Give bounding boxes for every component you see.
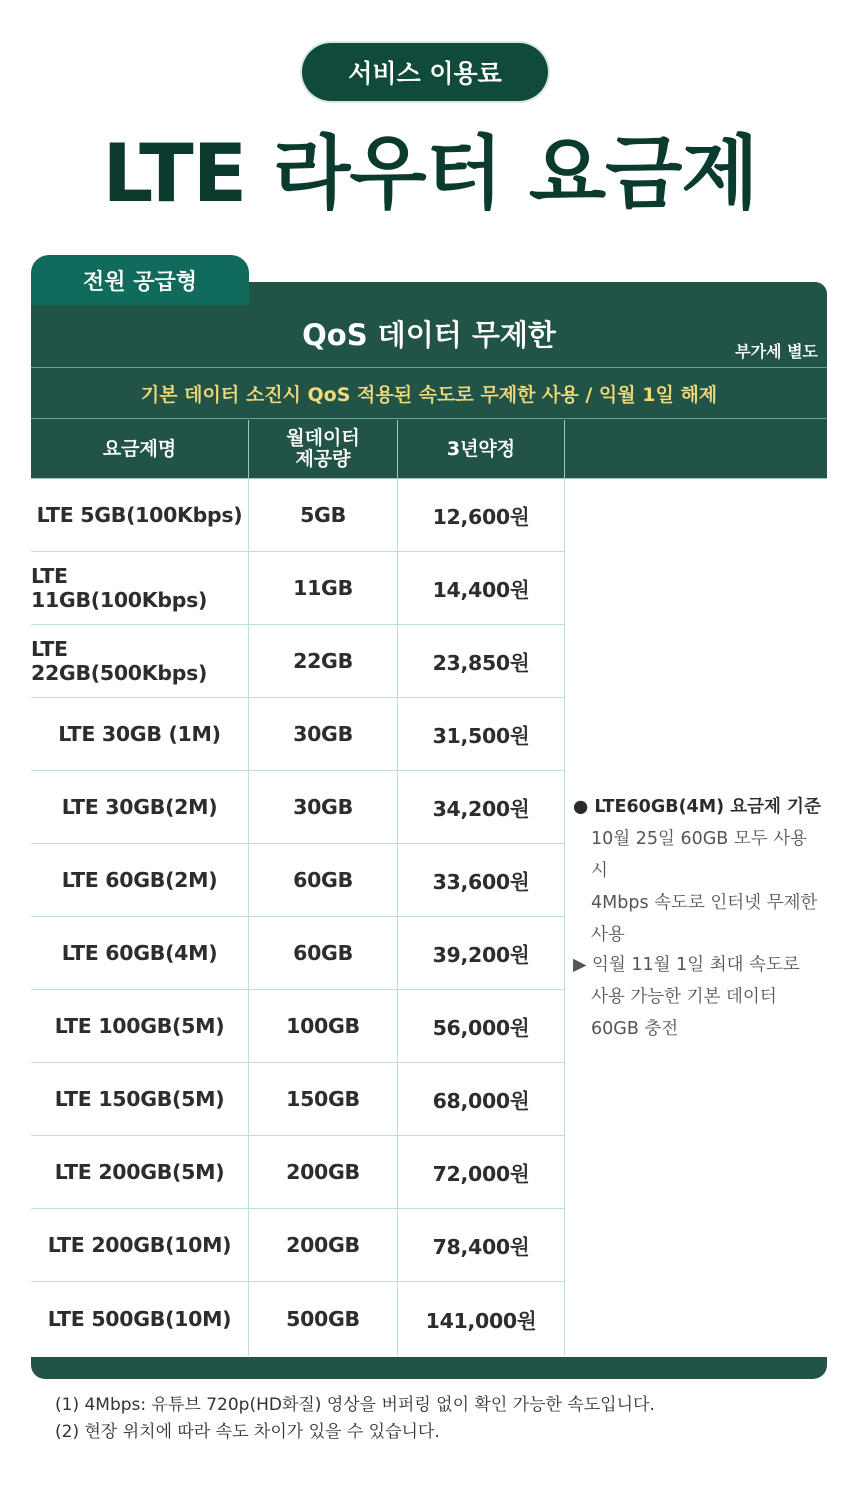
footnote-1: (1) 4Mbps: 유튜브 720p(HD화질) 영상을 버퍼링 없이 확인 가능한 속도입니다. <box>55 1395 655 1415</box>
note-line: 60GB 충전 <box>591 1019 679 1039</box>
plan-name: LTE 5GB(100Kbps) <box>31 479 249 551</box>
column-header-monthly-data: 월데이터 제공량 <box>249 420 398 478</box>
plan-price: 56,000원 <box>398 990 565 1062</box>
plan-name: LTE 22GB(500Kbps) <box>31 625 249 697</box>
qos-subheader: 기본 데이터 소진시 QoS 적용된 속도로 무제한 사용 / 익월 1일 해제 <box>31 367 827 419</box>
table-row <box>31 990 565 1063</box>
plan-data: 11GB <box>249 552 398 624</box>
plan-data: 30GB <box>249 698 398 770</box>
plan-name: LTE 200GB(5M) <box>31 1136 249 1208</box>
note-line: ▶ 익월 11월 1일 최대 속도로 <box>573 955 800 975</box>
plan-rows <box>31 479 565 1357</box>
plan-price: 31,500원 <box>398 698 565 770</box>
plan-data: 200GB <box>249 1209 398 1281</box>
plan-price: 14,400원 <box>398 552 565 624</box>
plan-price: 12,600원 <box>398 479 565 551</box>
table-row <box>31 479 565 552</box>
plan-price: 141,000원 <box>398 1282 565 1356</box>
footnotes <box>55 1392 655 1446</box>
plan-data: 5GB <box>249 479 398 551</box>
table-row <box>31 1063 565 1136</box>
column-header-plan-name: 요금제명 <box>31 420 249 478</box>
plan-data: 150GB <box>249 1063 398 1135</box>
vat-note: 부가세 별도 <box>735 342 818 361</box>
note-lte60gb-head: ● LTE60GB(4M) 요금제 기준 <box>573 797 821 817</box>
table-row <box>31 1282 565 1356</box>
plan-name: LTE 500GB(10M) <box>31 1282 249 1356</box>
note-next-month <box>573 949 823 1045</box>
plan-price: 78,400원 <box>398 1209 565 1281</box>
note-line: 10월 25일 60GB 모두 사용시 <box>591 829 808 881</box>
qos-header: QoS 데이터 무제한 <box>302 317 556 352</box>
plan-price: 72,000원 <box>398 1136 565 1208</box>
plan-name: LTE 11GB(100Kbps) <box>31 552 249 624</box>
plan-data: 60GB <box>249 917 398 989</box>
plan-price: 33,600원 <box>398 844 565 916</box>
table-body <box>31 478 827 1357</box>
plan-name: LTE 30GB(2M) <box>31 771 249 843</box>
table-row <box>31 844 565 917</box>
table-row <box>31 1136 565 1209</box>
plan-name: LTE 150GB(5M) <box>31 1063 249 1135</box>
column-header-notes <box>565 420 827 478</box>
page-title: LTE 라우터 요금제 <box>102 127 758 220</box>
service-fee-badge: 서비스 이용료 <box>302 43 548 101</box>
table-row <box>31 1209 565 1282</box>
plan-price: 34,200원 <box>398 771 565 843</box>
plan-name: LTE 30GB (1M) <box>31 698 249 770</box>
notes-column <box>565 479 827 1357</box>
plan-name: LTE 60GB(4M) <box>31 917 249 989</box>
plan-data: 22GB <box>249 625 398 697</box>
note-line: 4Mbps 속도로 인터넷 무제한 <box>591 893 818 913</box>
plan-name: LTE 60GB(2M) <box>31 844 249 916</box>
plan-name: LTE 200GB(10M) <box>31 1209 249 1281</box>
plan-price: 23,850원 <box>398 625 565 697</box>
table-row <box>31 552 565 625</box>
table-row <box>31 917 565 990</box>
plan-data: 500GB <box>249 1282 398 1356</box>
table-row <box>31 698 565 771</box>
plan-data: 100GB <box>249 990 398 1062</box>
note-line: 사용 가능한 기본 데이터 <box>591 987 777 1007</box>
power-supply-tab: 전원 공급형 <box>31 255 249 305</box>
plan-price: 68,000원 <box>398 1063 565 1135</box>
column-header-3yr-contract: 3년약정 <box>398 420 565 478</box>
footnote-2: (2) 현장 위치에 따라 속도 차이가 있을 수 있습니다. <box>55 1422 440 1442</box>
table-row <box>31 771 565 844</box>
table-row <box>31 625 565 698</box>
plan-price: 39,200원 <box>398 917 565 989</box>
plan-data: 200GB <box>249 1136 398 1208</box>
plan-data: 60GB <box>249 844 398 916</box>
plan-name: LTE 100GB(5M) <box>31 990 249 1062</box>
plan-data: 30GB <box>249 771 398 843</box>
table-header-row <box>31 420 827 478</box>
note-line: 사용 <box>591 925 625 945</box>
note-lte60gb <box>573 791 823 951</box>
